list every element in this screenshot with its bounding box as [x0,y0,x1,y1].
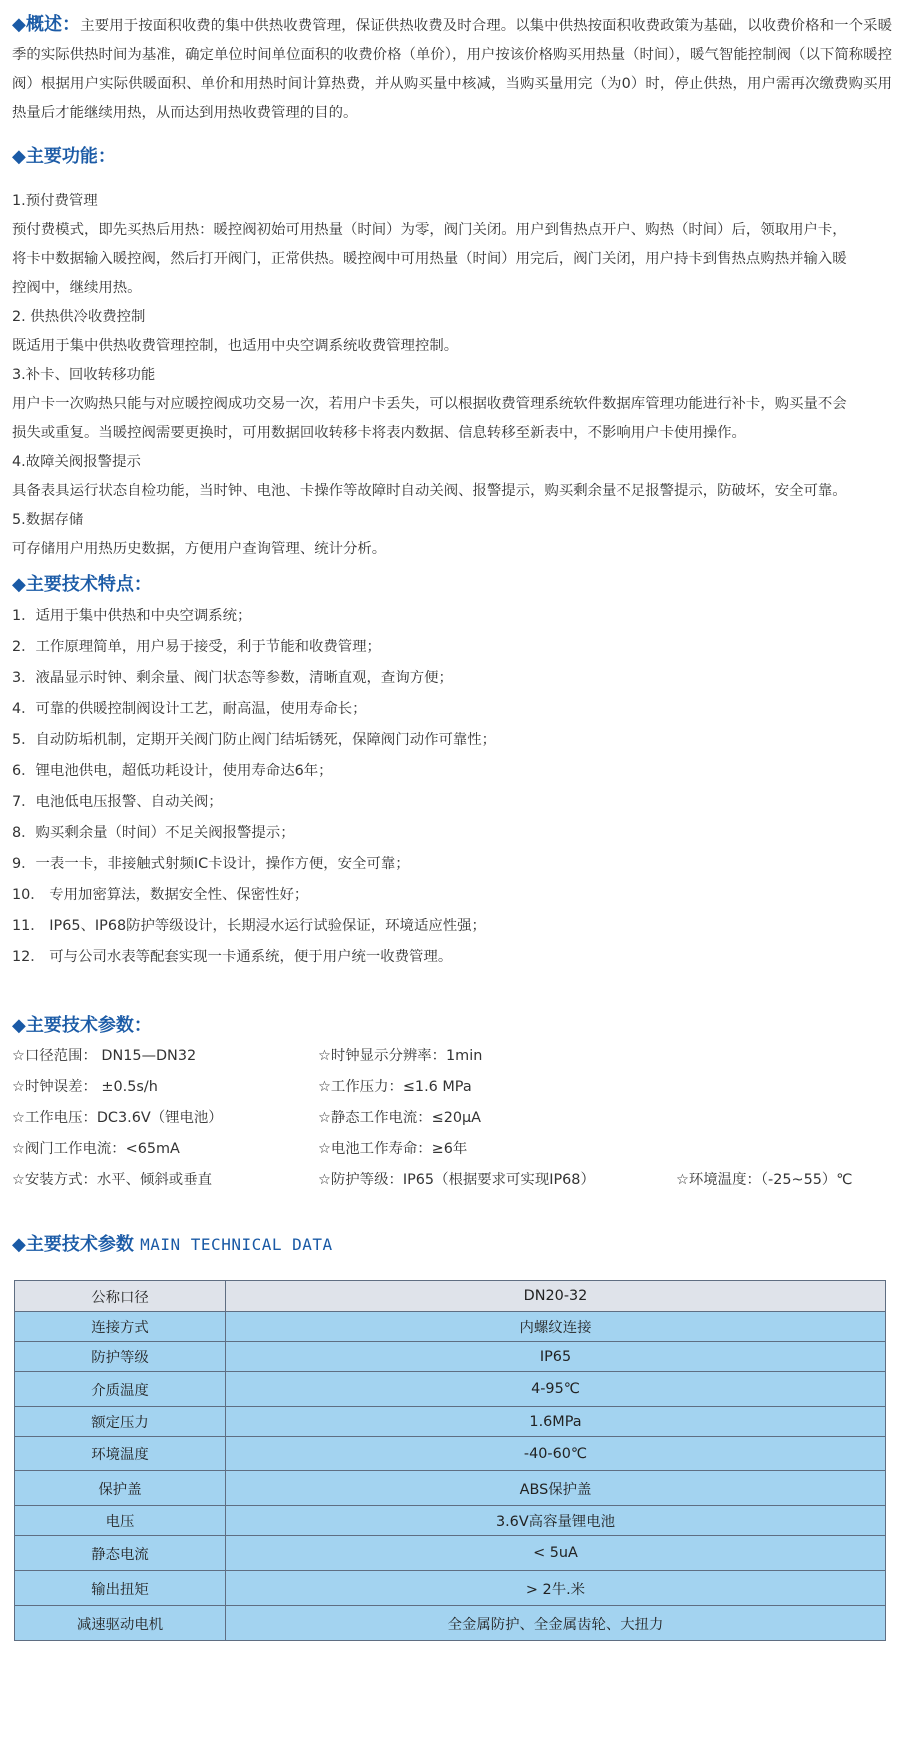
spec-value: 内螺纹连接 [226,1312,886,1342]
functions-line: 损失或重复。当暖控阀需要更换时，可用数据回收转移卡将表内数据、信息转移至新表中，不影响用户卡使用操作。 [12,425,746,441]
params-heading: ◆主要技术参数： [12,1015,152,1036]
spec-value: ABS保护盖 [226,1471,886,1506]
features-heading: ◆主要技术特点： [12,574,152,595]
params-row [12,1041,892,1072]
functions-line: 具备表具运行状态自检功能，当时钟、电池、卡操作等故障时自动关阀、报警提示，购买剩余量不足报警提示，防破坏，安全可靠。 [12,483,847,499]
param-item: ☆防护等级：IP65（根据要求可实现IP68） [318,1172,595,1188]
spec-label: 环境温度 [15,1437,226,1471]
spec-value: < 5uA [226,1536,886,1571]
spec-label: 介质温度 [15,1372,226,1407]
spec-label: 输出扭矩 [15,1571,226,1606]
param-item: ☆阀门工作电流：<65mA [12,1141,180,1157]
spec-label: 减速驱动电机 [15,1606,226,1641]
functions-line: 用户卡一次购热只能与对应暖控阀成功交易一次，若用户卡丢失，可以根据收费管理系统软件数据库管理功能进行补卡，购买量不会 [12,396,847,412]
functions-line: 2. 供热供冷收费控制 [12,309,146,325]
spec-table-row [15,1372,886,1407]
functions-line: 将卡中数据输入暖控阀，然后打开阀门，正常供热。暖控阀中可用热量（时间）用完后，阀门关闭，用户持卡到售热点购热并输入暖 [12,251,847,267]
param-item: ☆环境温度：（-25~55）℃ [676,1172,853,1188]
functions-line: 5.数据存储 [12,512,84,528]
params-row [12,1072,892,1103]
spec-table [14,1280,886,1641]
spec-label: 防护等级 [15,1342,226,1372]
spec-label: 静态电流 [15,1536,226,1571]
functions-line: 1.预付费管理 [12,193,98,209]
functions-line: 既适用于集中供热收费管理控制，也适用中央空调系统收费管理控制。 [12,338,459,354]
spec-value: -40-60℃ [226,1437,886,1471]
spec-value: 1.6MPa [226,1407,886,1437]
functions-line: 4.故障关阀报警提示 [12,454,141,470]
spec-value: 全金属防护、全金属齿轮、大扭力 [226,1606,886,1641]
feature-item: 12． 可与公司水表等配套实现一卡通系统，便于用户统一收费管理。 [12,949,453,965]
feature-item: 10． 专用加密算法，数据安全性、保密性好； [12,887,309,903]
overview-heading: ◆概述： [12,14,81,35]
feature-item: 7．电池低电压报警、自动关阀； [12,794,223,810]
spec-value: 4-95℃ [226,1372,886,1407]
spec-table-row [15,1312,886,1342]
overview-text: 主要用于按面积收费的集中供热收费管理，保证供热收费及时合理。以集中供热按面积收费政策为基础，以收费价格和一个采暖季的实际供热时间为基准，确定单位时间单位面积的收费价格（单价），用户按该价格购买用热量（时间），暖气智能控制阀（以下简称暖控阀）根据用户实际供暖面积、单价和用热时间计算热费，并从购买量中核减，当购买量用完（为0）时，停止供热，用户需再次缴费购买用热量后才能继续用热，从而达到用热收费管理的目的。 [12,18,893,121]
param-item: ☆时钟显示分辨率：1min [318,1048,483,1064]
functions-line: 控阀中，继续用热。 [12,280,142,296]
param-item: ☆时钟误差： ±0.5s/h [12,1079,158,1095]
feature-item: 1．适用于集中供热和中央空调系统； [12,608,252,624]
param-item: ☆工作压力：≤1.6 MPa [318,1079,472,1095]
param-item: ☆口径范围： DN15—DN32 [12,1048,197,1064]
overview-section [12,10,892,128]
params-row [12,1103,892,1134]
functions-line: 可存储用户用热历史数据，方便用户查询管理、统计分析。 [12,541,387,557]
spec-table-row [15,1536,886,1571]
functions-heading: ◆主要功能： [12,146,116,167]
spec-table-row [15,1506,886,1536]
spec-value: > 2牛.米 [226,1571,886,1606]
spec-table-row [15,1407,886,1437]
feature-item: 5．自动防垢机制，定期开关阀门防止阀门结垢锈死，保障阀门动作可靠性； [12,732,497,748]
feature-item: 3．液晶显示时钟、剩余量、阀门状态等参数，清晰直观，查询方便； [12,670,453,686]
feature-item: 4．可靠的供暖控制阀设计工艺，耐高温，使用寿命长； [12,701,367,717]
spec-table-row [15,1471,886,1506]
feature-item: 2．工作原理简单，用户易于接受，利于节能和收费管理； [12,639,381,655]
param-item: ☆静态工作电流：≤20μA [318,1110,482,1126]
spec-label: 电压 [15,1506,226,1536]
spec-label: 保护盖 [15,1471,226,1506]
spec-header-label: 公称口径 [15,1281,226,1312]
spec-table-row [15,1342,886,1372]
feature-item: 9．一表一卡，非接触式射频IC卡设计，操作方便，安全可靠； [12,856,410,872]
spec-table-row [15,1606,886,1641]
feature-item: 11． IP65、IP68防护等级设计，长期浸水运行试验保证，环境适应性强； [12,918,486,934]
spec-value: 3.6V高容量锂电池 [226,1506,886,1536]
spec-label: 连接方式 [15,1312,226,1342]
param-item: ☆电池工作寿命：≥6年 [318,1141,468,1157]
spec-table-header-row [15,1281,886,1312]
spec-header-value: DN20-32 [226,1281,886,1312]
spec-table-heading [12,1230,333,1256]
spec-table-heading-en: MAIN TECHNICAL DATA [140,1235,333,1254]
spec-table-row [15,1437,886,1471]
params-grid [12,1041,892,1196]
feature-item: 8．购买剩余量（时间）不足关阀报警提示； [12,825,295,841]
functions-line: 3.补卡、回收转移功能 [12,367,156,383]
features-list [12,601,892,973]
spec-table-row [15,1571,886,1606]
spec-value: IP65 [226,1342,886,1372]
params-row [12,1165,892,1196]
functions-line: 预付费模式，即先买热后用热：暖控阀初始可用热量（时间）为零，阀门关闭。用户到售热点开户、购热（时间）后，领取用户卡， [12,222,847,238]
feature-item: 6．锂电池供电，超低功耗设计，使用寿命达6年； [12,763,333,779]
functions-list [12,187,896,564]
param-item: ☆工作电压：DC3.6V（锂电池） [12,1110,223,1126]
spec-label: 额定压力 [15,1407,226,1437]
param-item: ☆安装方式：水平、倾斜或垂直 [12,1172,212,1188]
params-row [12,1134,892,1165]
spec-table-heading-cn: ◆主要技术参数 [12,1234,134,1255]
